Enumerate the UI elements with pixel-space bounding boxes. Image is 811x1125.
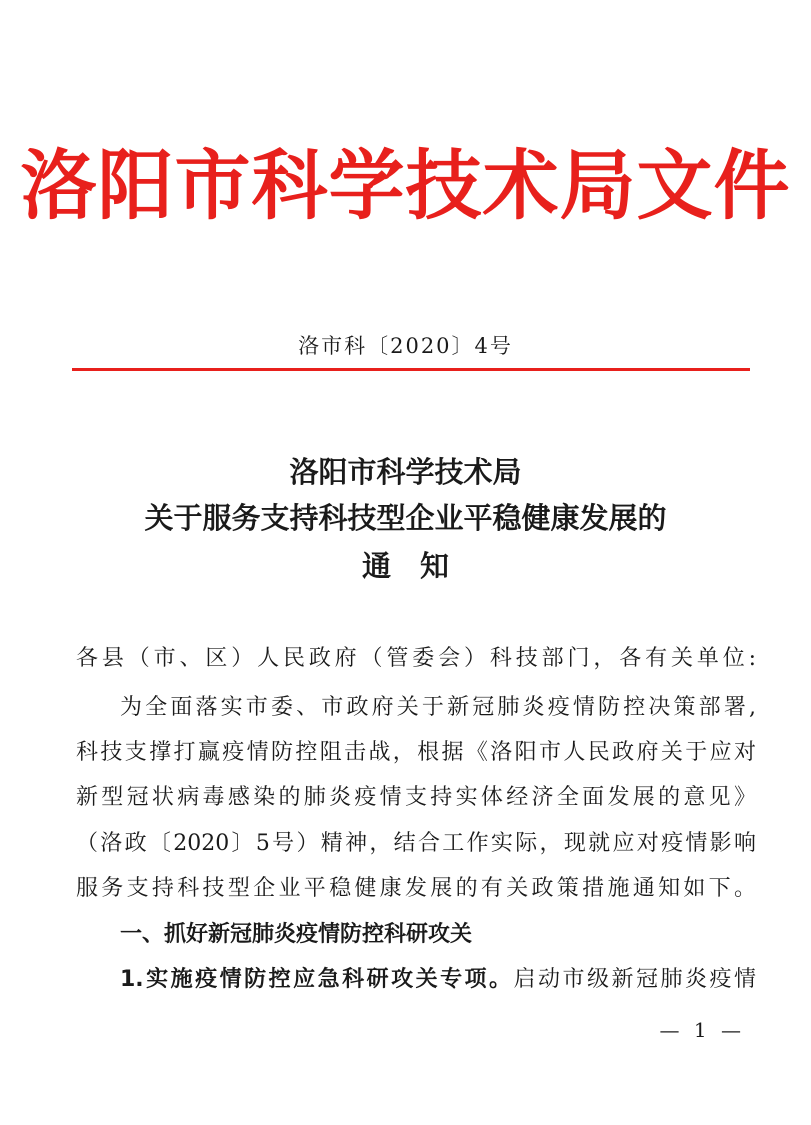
section-heading: 一、抓好新冠肺炎疫情防控科研攻关 <box>120 922 473 947</box>
item-line <box>120 969 756 991</box>
document-number: 洛市科〔2020〕4号 <box>298 334 513 358</box>
item-heading: 1.实施疫情防控应急科研攻关专项。 <box>120 967 514 992</box>
title-line-3: 通 知 <box>361 549 449 583</box>
paragraph-line: （洛政〔2020〕5号）精神，结合工作实际，现就应对疫情影响 <box>76 831 756 856</box>
paragraph-line: 新型冠状病毒感染的肺炎疫情支持实体经济全面发展的意见》 <box>76 785 756 810</box>
red-divider-line <box>72 368 750 371</box>
title-line-1: 洛阳市科学技术局 <box>289 455 522 489</box>
paragraph-line: 为全面落实市委、市政府关于新冠肺炎疫情防控决策部署, <box>120 695 756 720</box>
title-line-2: 关于服务支持科技型企业平稳健康发展的 <box>144 501 667 535</box>
document-masthead: 洛阳市科学技术局文件 <box>20 141 791 230</box>
salutation: 各县（市、区）人民政府（管委会）科技部门，各有关单位: <box>76 646 756 671</box>
page-number: — 1 — <box>659 1018 745 1042</box>
paragraph-line: 服务支持科技型企业平稳健康发展的有关政策措施通知如下。 <box>76 876 756 901</box>
paragraph-line: 科技支撑打赢疫情防控阻击战，根据《洛阳市人民政府关于应对 <box>76 740 756 765</box>
item-text: 启动市级新冠肺炎疫情 <box>513 967 756 992</box>
